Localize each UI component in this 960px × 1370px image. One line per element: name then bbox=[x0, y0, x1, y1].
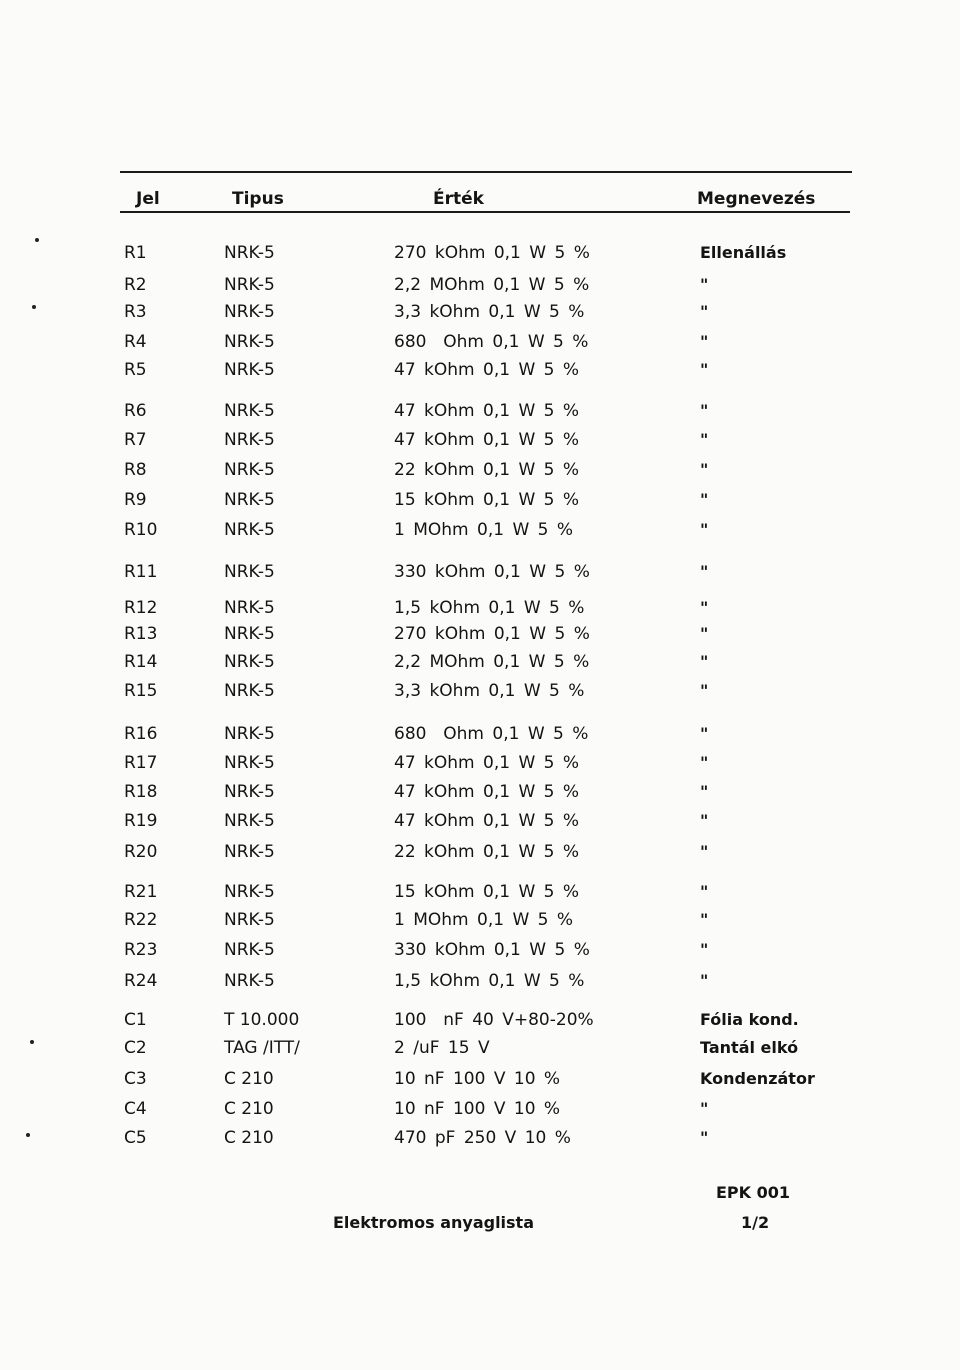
table-row bbox=[0, 1036, 960, 1060]
table-row bbox=[0, 938, 960, 962]
value-cell: 1 MOhm 0,1 W 5 % bbox=[394, 520, 574, 540]
value-cell: 47 kOhm 0,1 W 5 % bbox=[394, 360, 580, 380]
header-rule bbox=[120, 211, 850, 213]
table-row bbox=[0, 241, 960, 265]
table-row bbox=[0, 458, 960, 482]
description-cell: " bbox=[700, 882, 709, 901]
value-cell: 47 kOhm 0,1 W 5 % bbox=[394, 430, 580, 450]
table-row bbox=[0, 330, 960, 354]
value-cell: 47 kOhm 0,1 W 5 % bbox=[394, 401, 580, 421]
value-cell: 2 /uF 15 V bbox=[394, 1038, 490, 1058]
description-cell: " bbox=[700, 782, 709, 801]
type-cell: NRK-5 bbox=[224, 681, 275, 701]
header-tipus: Tipus bbox=[232, 189, 284, 209]
type-cell: NRK-5 bbox=[224, 332, 275, 352]
type-cell: C 210 bbox=[224, 1099, 274, 1119]
description-cell: " bbox=[700, 275, 709, 294]
designator-cell: R14 bbox=[124, 652, 158, 672]
type-cell: NRK-5 bbox=[224, 652, 275, 672]
table-row bbox=[0, 840, 960, 864]
description-cell: " bbox=[700, 520, 709, 539]
value-cell: 680 Ohm 0,1 W 5 % bbox=[394, 724, 589, 744]
value-cell: 330 kOhm 0,1 W 5 % bbox=[394, 940, 590, 960]
description-cell: " bbox=[700, 724, 709, 743]
header-megnevezes: Megnevezés bbox=[697, 189, 816, 209]
value-cell: 1,5 kOhm 0,1 W 5 % bbox=[394, 598, 585, 618]
designator-cell: R7 bbox=[124, 430, 147, 450]
designator-cell: R6 bbox=[124, 401, 147, 421]
value-cell: 2,2 MOhm 0,1 W 5 % bbox=[394, 652, 590, 672]
top-rule bbox=[120, 171, 852, 173]
description-cell: Kondenzátor bbox=[700, 1069, 815, 1088]
table-row bbox=[0, 596, 960, 620]
description-cell: Ellenállás bbox=[700, 243, 787, 262]
table-row bbox=[0, 622, 960, 646]
designator-cell: R21 bbox=[124, 882, 158, 902]
description-cell: " bbox=[700, 811, 709, 830]
designator-cell: R4 bbox=[124, 332, 147, 352]
value-cell: 47 kOhm 0,1 W 5 % bbox=[394, 753, 580, 773]
type-cell: T 10.000 bbox=[224, 1010, 300, 1030]
type-cell: NRK-5 bbox=[224, 811, 275, 831]
description-cell: " bbox=[700, 598, 709, 617]
designator-cell: R12 bbox=[124, 598, 158, 618]
value-cell: 3,3 kOhm 0,1 W 5 % bbox=[394, 302, 585, 322]
type-cell: NRK-5 bbox=[224, 360, 275, 380]
margin-mark bbox=[35, 238, 39, 242]
designator-cell: R19 bbox=[124, 811, 158, 831]
value-cell: 15 kOhm 0,1 W 5 % bbox=[394, 882, 580, 902]
margin-mark bbox=[30, 1040, 34, 1044]
value-cell: 100 nF 40 V+80-20% bbox=[394, 1010, 594, 1030]
value-cell: 680 Ohm 0,1 W 5 % bbox=[394, 332, 589, 352]
description-cell: " bbox=[700, 652, 709, 671]
description-cell: " bbox=[700, 624, 709, 643]
designator-cell: R5 bbox=[124, 360, 147, 380]
value-cell: 1 MOhm 0,1 W 5 % bbox=[394, 910, 574, 930]
description-cell: " bbox=[700, 971, 709, 990]
table-row bbox=[0, 300, 960, 324]
designator-cell: R15 bbox=[124, 681, 158, 701]
description-cell: " bbox=[700, 490, 709, 509]
value-cell: 15 kOhm 0,1 W 5 % bbox=[394, 490, 580, 510]
table-row bbox=[0, 273, 960, 297]
type-cell: NRK-5 bbox=[224, 598, 275, 618]
value-cell: 2,2 MOhm 0,1 W 5 % bbox=[394, 275, 590, 295]
value-cell: 470 pF 250 V 10 % bbox=[394, 1128, 571, 1148]
table-row bbox=[0, 560, 960, 584]
designator-cell: R9 bbox=[124, 490, 147, 510]
type-cell: NRK-5 bbox=[224, 882, 275, 902]
description-cell: " bbox=[700, 753, 709, 772]
table-row bbox=[0, 488, 960, 512]
description-cell: " bbox=[700, 562, 709, 581]
designator-cell: R20 bbox=[124, 842, 158, 862]
designator-cell: R10 bbox=[124, 520, 158, 540]
table-row bbox=[0, 880, 960, 904]
value-cell: 22 kOhm 0,1 W 5 % bbox=[394, 842, 580, 862]
value-cell: 47 kOhm 0,1 W 5 % bbox=[394, 811, 580, 831]
type-cell: NRK-5 bbox=[224, 910, 275, 930]
header-ertek: Érték bbox=[433, 189, 484, 209]
description-cell: " bbox=[700, 460, 709, 479]
margin-mark bbox=[26, 1133, 30, 1137]
value-cell: 330 kOhm 0,1 W 5 % bbox=[394, 562, 590, 582]
designator-cell: R13 bbox=[124, 624, 158, 644]
document-code: EPK 001 bbox=[716, 1183, 791, 1202]
description-cell: Tantál elkó bbox=[700, 1038, 799, 1057]
type-cell: NRK-5 bbox=[224, 430, 275, 450]
description-cell: " bbox=[700, 940, 709, 959]
type-cell: NRK-5 bbox=[224, 753, 275, 773]
table-row bbox=[0, 1008, 960, 1032]
table-row bbox=[0, 428, 960, 452]
description-cell: " bbox=[700, 360, 709, 379]
margin-mark bbox=[32, 305, 36, 309]
type-cell: NRK-5 bbox=[224, 302, 275, 322]
table-row bbox=[0, 969, 960, 993]
value-cell: 10 nF 100 V 10 % bbox=[394, 1099, 561, 1119]
type-cell: NRK-5 bbox=[224, 624, 275, 644]
type-cell: NRK-5 bbox=[224, 243, 275, 263]
type-cell: NRK-5 bbox=[224, 940, 275, 960]
table-row bbox=[0, 518, 960, 542]
designator-cell: R11 bbox=[124, 562, 158, 582]
type-cell: NRK-5 bbox=[224, 401, 275, 421]
designator-cell: C2 bbox=[124, 1038, 147, 1058]
description-cell: " bbox=[700, 1099, 709, 1118]
value-cell: 10 nF 100 V 10 % bbox=[394, 1069, 561, 1089]
type-cell: C 210 bbox=[224, 1128, 274, 1148]
value-cell: 270 kOhm 0,1 W 5 % bbox=[394, 243, 590, 263]
table-row bbox=[0, 780, 960, 804]
type-cell: NRK-5 bbox=[224, 275, 275, 295]
table-row bbox=[0, 650, 960, 674]
type-cell: NRK-5 bbox=[224, 782, 275, 802]
description-cell: " bbox=[700, 1128, 709, 1147]
type-cell: NRK-5 bbox=[224, 562, 275, 582]
type-cell: NRK-5 bbox=[224, 520, 275, 540]
document-title: Elektromos anyaglista bbox=[333, 1213, 534, 1232]
table-row bbox=[0, 399, 960, 423]
table-row bbox=[0, 1126, 960, 1150]
value-cell: 270 kOhm 0,1 W 5 % bbox=[394, 624, 590, 644]
table-row bbox=[0, 1067, 960, 1091]
page-number: 1/2 bbox=[741, 1213, 770, 1232]
table-row bbox=[0, 722, 960, 746]
designator-cell: C1 bbox=[124, 1010, 147, 1030]
type-cell: NRK-5 bbox=[224, 724, 275, 744]
designator-cell: R16 bbox=[124, 724, 158, 744]
type-cell: NRK-5 bbox=[224, 460, 275, 480]
designator-cell: R22 bbox=[124, 910, 158, 930]
description-cell: " bbox=[700, 842, 709, 861]
type-cell: NRK-5 bbox=[224, 842, 275, 862]
value-cell: 1,5 kOhm 0,1 W 5 % bbox=[394, 971, 585, 991]
description-cell: " bbox=[700, 681, 709, 700]
designator-cell: R23 bbox=[124, 940, 158, 960]
description-cell: " bbox=[700, 910, 709, 929]
table-row bbox=[0, 908, 960, 932]
designator-cell: R2 bbox=[124, 275, 147, 295]
description-cell: Fólia kond. bbox=[700, 1010, 799, 1029]
designator-cell: R3 bbox=[124, 302, 147, 322]
type-cell: NRK-5 bbox=[224, 490, 275, 510]
table-row bbox=[0, 679, 960, 703]
type-cell: C 210 bbox=[224, 1069, 274, 1089]
table-row bbox=[0, 809, 960, 833]
designator-cell: C3 bbox=[124, 1069, 147, 1089]
table-row bbox=[0, 358, 960, 382]
table-row bbox=[0, 751, 960, 775]
designator-cell: R17 bbox=[124, 753, 158, 773]
value-cell: 22 kOhm 0,1 W 5 % bbox=[394, 460, 580, 480]
designator-cell: R8 bbox=[124, 460, 147, 480]
designator-cell: R18 bbox=[124, 782, 158, 802]
designator-cell: R24 bbox=[124, 971, 158, 991]
designator-cell: C5 bbox=[124, 1128, 147, 1148]
type-cell: NRK-5 bbox=[224, 971, 275, 991]
designator-cell: R1 bbox=[124, 243, 147, 263]
type-cell: TAG /ITT/ bbox=[224, 1038, 300, 1058]
description-cell: " bbox=[700, 430, 709, 449]
header-jel: Jel bbox=[136, 189, 160, 209]
value-cell: 3,3 kOhm 0,1 W 5 % bbox=[394, 681, 585, 701]
table-row bbox=[0, 1097, 960, 1121]
description-cell: " bbox=[700, 302, 709, 321]
description-cell: " bbox=[700, 332, 709, 351]
value-cell: 47 kOhm 0,1 W 5 % bbox=[394, 782, 580, 802]
designator-cell: C4 bbox=[124, 1099, 147, 1119]
description-cell: " bbox=[700, 401, 709, 420]
